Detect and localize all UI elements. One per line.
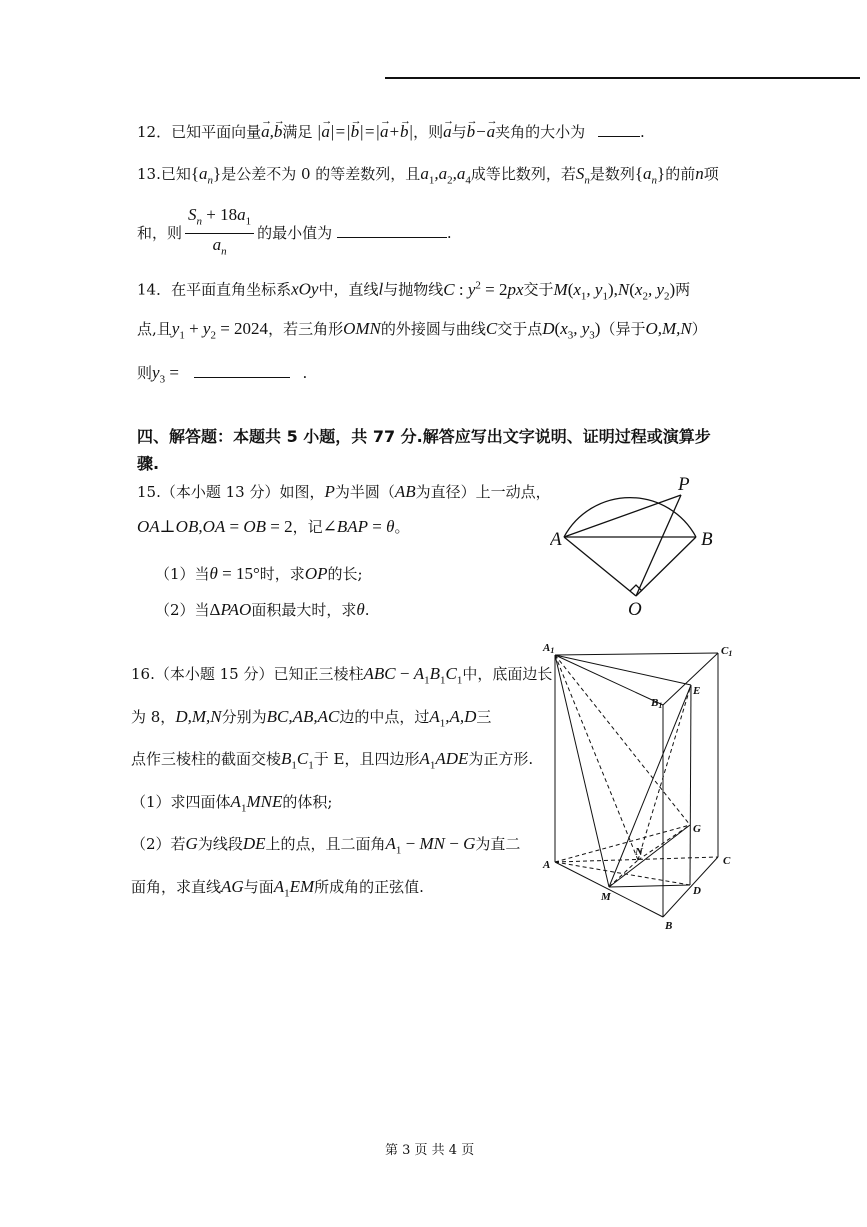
question-15-line2: OA⊥OB,OA = OB = 2，记∠BAP = θ。 [137,517,410,536]
answer-blank-13[interactable] [337,223,447,238]
label-a: A [550,529,562,550]
segment-bo [636,537,696,596]
label-p: P [678,474,690,495]
prism-figure [535,635,745,940]
question-16: 16.（本小题 15 分）已知正三棱柱ABC − $A_1B_1C_1$中，底面边长 [131,664,553,687]
segment-ao [564,537,636,596]
answer-blank-14[interactable] [194,363,290,378]
question-16-line2: 为 8，D,M,N分别为BC,AB,AC边的中点，过$A_1,A,D$三 [131,707,492,730]
label-o: O [628,599,642,620]
question-14-line2: 点,且$y_1 + y_2 = 2024$，若三角形OMN的外接圆与曲线C交于点$D(x_3$, $y_3$)（异于O,M,N） [137,319,707,342]
question-13: 13.已知$\{a_n\}$是公差不为 0 的等差数列，且$a_1,a_2,a_4$成等比数列，若$S_n$是数列$\{a_n\}$的前n项 [137,164,719,187]
svg-text:B: B [665,920,673,932]
svg-text:M: M [601,891,611,903]
question-14: 14．在平面直角坐标系xOy中，直线l与抛物线C : $y^2 = 2px$交于$M(x_1$, $y_1),N(x_2$, $y_2$)两 [137,279,691,303]
svg-text:E: E [693,685,701,697]
question-16-line3: 点作三棱柱的截面交棱$B_1C_1$于 E，且四边形$A_1ADE$为正方形. [131,749,534,772]
svg-text:N: N [635,846,643,858]
question-15-part1: （1）当θ = 15°时，求OP的长; [155,564,363,583]
svg-text:G: G [693,823,701,835]
page-footer: 第 3 页 共 4 页 [385,1143,475,1158]
header-rule [385,77,860,79]
question-13-line2: 和，则 $\frac{S_n + 18a_1}{a_n}$ 的最小值为 . [137,205,452,263]
svg-text:D: D [693,885,701,897]
segment-op [636,495,681,596]
semicircle-figure [550,465,730,620]
question-16-part2-line2: 面角，求直线AG与面$A_1EM$所成角的正弦值. [131,877,424,900]
section-heading: 四、解答题：本题共 5 小题，共 77 分.解答应写出文字说明、证明过程或演算步 骤. [137,427,711,473]
question-15-part2: （2）当ΔPAO面积最大时，求θ. [155,600,370,619]
svg-text:C1: C1 [721,645,733,658]
q12-number: 12． [137,123,172,141]
svg-text:A1: A1 [543,642,555,655]
svg-text:B1: B1 [651,697,663,710]
semicircle-arc [564,498,696,537]
fraction-expression: $\frac{S_n + 18a_1}{a_n}$ [185,205,254,263]
label-b: B [701,529,713,550]
question-12: 12．已知平面向量→ a,→ b满足 |→ a|=|→ b|=|→ a+→ b|，则→ a与→ b−→ a夹角的大小为 . [137,121,645,143]
answer-blank-12[interactable] [598,122,640,137]
question-14-line3: 则$y_3$ = . [137,363,308,386]
question-16-part1: （1）求四面体$A_1MNE$的体积; [131,792,333,815]
question-16-part2: （2）若G为线段DE上的点，且二面角$A_1$ − MN − G为直二 [131,834,521,857]
svg-text:A: A [543,859,551,871]
svg-text:C: C [723,855,731,867]
question-15: 15.（本小题 13 分）如图，P为半圆（AB为直径）上一动点， [137,482,551,501]
